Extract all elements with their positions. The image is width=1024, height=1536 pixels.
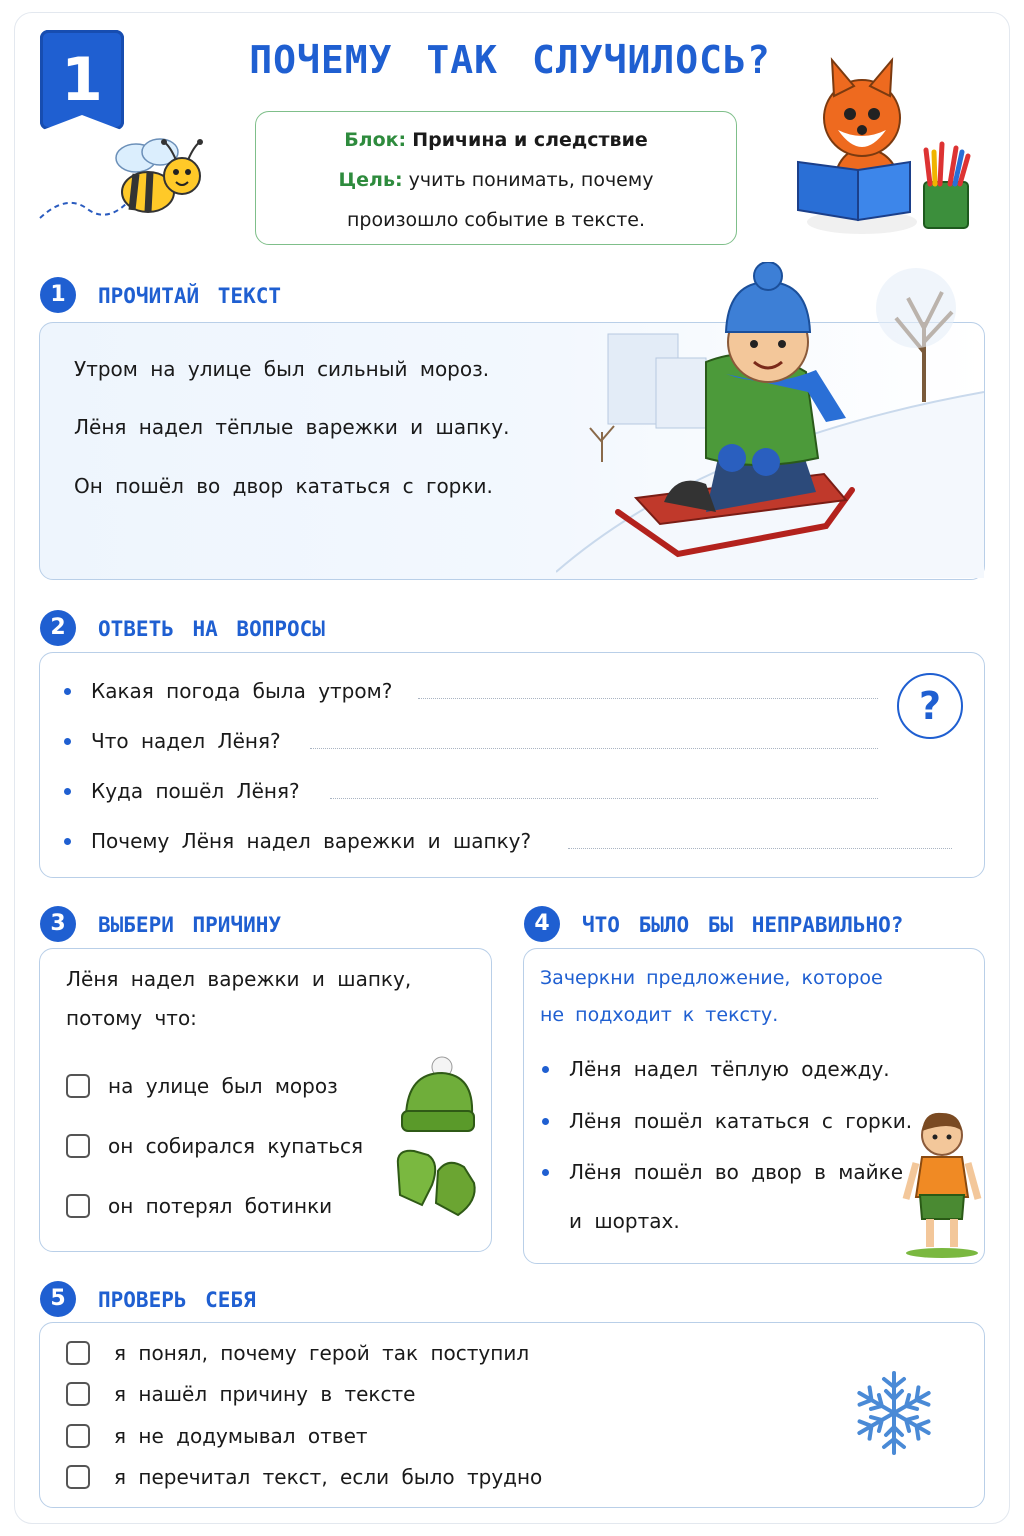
- question-1: Какая погода была утром?: [64, 679, 392, 703]
- text-line-1: Утром на улице был сильный мороз.: [74, 357, 490, 381]
- text-line-3: Он пошёл во двор кататься с горки.: [74, 474, 493, 498]
- text-line-2: Лёня надел тёплые варежки и шапку.: [74, 415, 510, 439]
- statement-3-continuation: и шортах.: [569, 1209, 680, 1233]
- self-check-1-checkbox[interactable]: [66, 1341, 90, 1365]
- cause-prompt-line2: потому что:: [66, 1006, 197, 1030]
- answer-line-1[interactable]: [418, 697, 878, 699]
- goal-text-line2: произошло событие в тексте.: [346, 209, 646, 231]
- section-2-number: 2: [40, 610, 76, 646]
- statement-3[interactable]: Лёня пошёл во двор в майке: [542, 1160, 903, 1184]
- cause-option-1-checkbox[interactable]: [66, 1074, 90, 1098]
- cause-option-1-label: на улице был мороз: [108, 1074, 338, 1098]
- block-label: Блок:: [344, 129, 407, 151]
- section-5-title: ПРОВЕРЬ СЕБЯ: [98, 1288, 256, 1312]
- boy-summer-illustration: [902, 1107, 982, 1259]
- cause-prompt-line1: Лёня надел варежки и шапку,: [66, 967, 412, 991]
- self-check-3-checkbox[interactable]: [66, 1424, 90, 1448]
- fox-reading-illustration: [792, 52, 982, 242]
- section-2-title: ОТВЕТЬ НА ВОПРОСЫ: [98, 617, 325, 641]
- answer-line-3[interactable]: [330, 797, 878, 799]
- boy-on-sled-illustration: [556, 262, 984, 578]
- self-check-2-checkbox[interactable]: [66, 1382, 90, 1406]
- bee-illustration: [36, 132, 206, 232]
- hat-illustration: [398, 1055, 478, 1139]
- question-2: Что надел Лёня?: [64, 729, 281, 753]
- section-1-title: ПРОЧИТАЙ ТЕКСТ: [98, 284, 282, 308]
- goal-text-line1: учить понимать, почему: [408, 169, 654, 191]
- self-check-4-label: я перечитал текст, если было трудно: [114, 1465, 543, 1489]
- lesson-number: 1: [61, 45, 103, 115]
- page-title: ПОЧЕМУ ТАК СЛУЧИЛОСЬ?: [249, 38, 771, 82]
- cause-option-3-label: он потерял ботинки: [108, 1194, 333, 1218]
- question-mark-icon: ?: [897, 673, 963, 739]
- goal-box: [255, 111, 737, 245]
- statement-1[interactable]: Лёня надел тёплую одежду.: [542, 1057, 890, 1081]
- goal-label: Цель:: [338, 169, 403, 191]
- block-value: Причина и следствие: [412, 129, 648, 151]
- cause-option-2-checkbox[interactable]: [66, 1134, 90, 1158]
- self-check-4-checkbox[interactable]: [66, 1465, 90, 1489]
- snowflake-icon: [848, 1367, 940, 1459]
- instruction-line1: Зачеркни предложение, которое: [540, 967, 883, 989]
- self-check-2-label: я нашёл причину в тексте: [114, 1382, 416, 1406]
- section-5-number: 5: [40, 1281, 76, 1317]
- cause-option-3-checkbox[interactable]: [66, 1194, 90, 1218]
- section-4-number: 4: [524, 906, 560, 942]
- answer-line-4[interactable]: [568, 847, 952, 849]
- mittens-illustration: [392, 1145, 482, 1221]
- self-check-box: [39, 1322, 985, 1508]
- section-1-number: 1: [40, 277, 76, 313]
- section-3-title: ВЫБЕРИ ПРИЧИНУ: [98, 913, 282, 937]
- choose-cause-box: [39, 948, 492, 1252]
- wrong-sentence-box: [523, 948, 985, 1264]
- instruction-line2: не подходит к тексту.: [540, 1004, 779, 1026]
- section-4-title: ЧТО БЫЛО БЫ НЕПРАВИЛЬНО?: [582, 913, 904, 937]
- cause-option-2-label: он собирался купаться: [108, 1134, 364, 1158]
- statement-2[interactable]: Лёня пошёл кататься с горки.: [542, 1109, 912, 1133]
- lesson-number-badge: [40, 30, 124, 130]
- answer-line-2[interactable]: [310, 747, 878, 749]
- self-check-3-label: я не додумывал ответ: [114, 1424, 368, 1448]
- self-check-1-label: я понял, почему герой так поступил: [114, 1341, 530, 1365]
- section-3-number: 3: [40, 906, 76, 942]
- questions-box: [39, 652, 985, 878]
- question-4: Почему Лёня надел варежки и шапку?: [64, 829, 531, 853]
- question-3: Куда пошёл Лёня?: [64, 779, 300, 803]
